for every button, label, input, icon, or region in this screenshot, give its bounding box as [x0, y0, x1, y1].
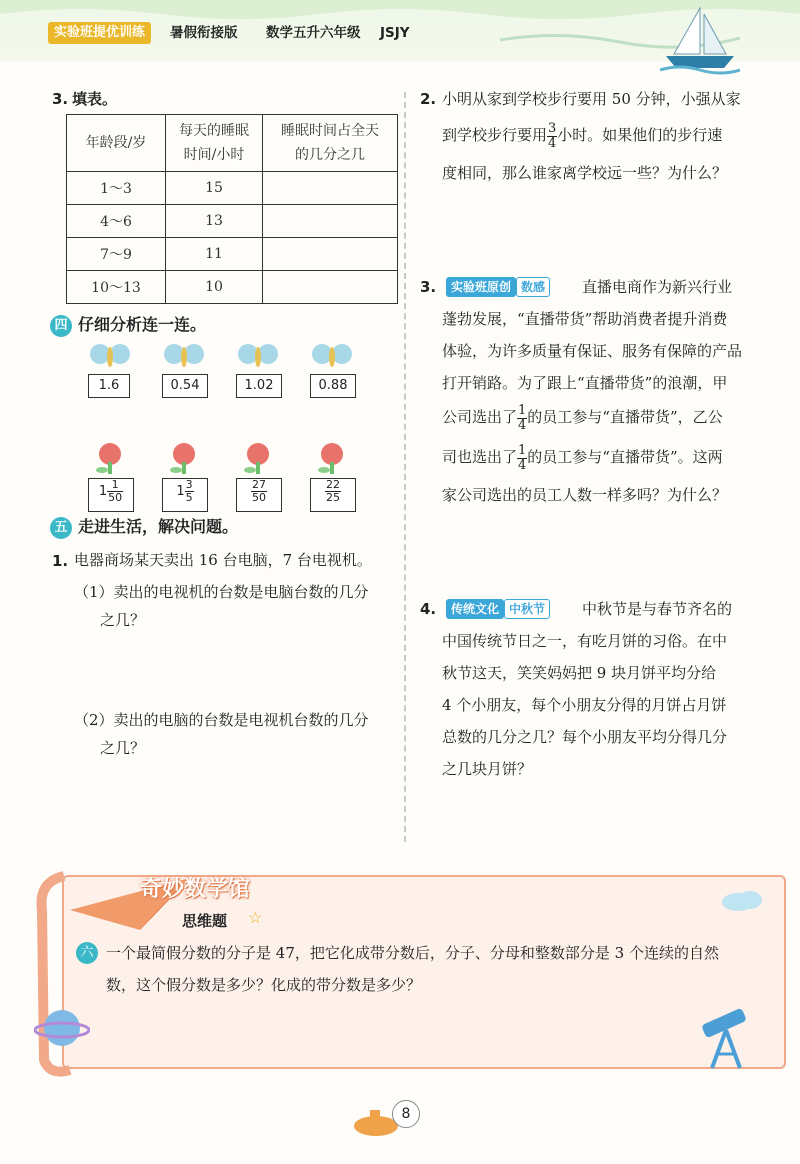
header-age: 年龄段/岁 [67, 115, 166, 172]
butterfly-item[interactable] [310, 342, 356, 398]
book-code: JSJY [380, 25, 410, 41]
r-q4-line1: 中秋节是与春节齐名的 [582, 600, 733, 618]
r-q4-line2: 中国传统节日之一，有吃月饼的习俗。在中 [442, 632, 728, 650]
s5-q1-sub1-line1: （1）卖出的电视机的台数是电脑台数的几分 [74, 583, 369, 601]
s5-q1-sub2-line1: （2）卖出的电脑的台数是电视机台数的几分 [74, 711, 369, 729]
s5-q1-number: 1. [52, 552, 69, 570]
sleep-table [66, 114, 398, 304]
flower-icon [88, 442, 132, 474]
flower-item[interactable] [310, 442, 356, 512]
r-q4-tags [446, 598, 550, 619]
s5-q1-sub2-line2: 之几？ [100, 739, 146, 757]
r-q2-number: 2. [420, 90, 437, 108]
cell-hours: 13 [166, 205, 263, 238]
r-q2-line3: 度相同，那么谁家离学校远一些？为什么？ [442, 164, 728, 182]
banner-subtitle: 思维题 [182, 912, 228, 930]
sailboat-icon [660, 4, 740, 76]
cell-hours: 10 [166, 271, 263, 304]
q3-left-title: 填表。 [72, 90, 118, 108]
flower-icon [310, 442, 354, 474]
section5-badge: 五 [50, 517, 72, 539]
q6-line2: 数，这个假分数是多少？化成的带分数是多少？ [106, 976, 422, 994]
butterfly-item[interactable] [236, 342, 282, 398]
q6-line1: 一个最简假分数的分子是 47，把它化成带分数后，分子、分母和整数部分是 3 个连续的自然 [106, 944, 719, 962]
butterfly-value: 1.6 [88, 374, 130, 398]
header-hours: 每天的睡眠 时间/小时 [166, 115, 263, 172]
cell-answer[interactable] [263, 238, 398, 271]
r-q2-line1: 小明从家到学校步行要用 50 分钟，小强从家 [442, 90, 741, 108]
butterfly-item[interactable] [88, 342, 132, 398]
tag-number-sense: 数感 [516, 277, 550, 297]
section5-heading: 五 走进生活，解决问题。 [50, 514, 238, 539]
butterfly-value: 1.02 [236, 374, 282, 398]
page-number: 8 [392, 1100, 420, 1128]
cell-hours: 11 [166, 238, 263, 271]
flower-icon [162, 442, 206, 474]
section4-badge: 四 [50, 315, 72, 337]
table-header-row [67, 115, 398, 172]
flower-icon [236, 442, 280, 474]
flower-value: 1 $\frac{1}{50}$ [88, 478, 134, 512]
r-q3-line1: 直播电商作为新兴行业 [582, 278, 733, 296]
edition-label: 暑假衔接版 [170, 25, 238, 41]
q6-badge: 六 [76, 942, 104, 964]
tag-original: 实验班原创 [446, 277, 516, 297]
r-q4-line3: 秋节这天，笑笑妈妈把 9 块月饼平均分给 [442, 664, 717, 682]
r-q4-line6: 之几块月饼？ [442, 760, 533, 778]
r-q3-line5: 公司选出了 $\frac{1}{4}$ 的员工参与“直播带货”，乙公 [442, 402, 723, 433]
subject-label: 数学五升六年级 [266, 25, 361, 41]
r-q3-line7: 家公司选出的员工人数一样多吗？为什么？ [442, 486, 728, 504]
table-row [67, 205, 398, 238]
flower-item[interactable] [236, 442, 282, 512]
banner-title: 奇妙数学馆 [140, 877, 251, 902]
cell-answer[interactable] [263, 205, 398, 238]
r-q3-line3: 体验，为许多质量有保证、服务有保障的产品 [442, 342, 743, 360]
r-q4-line4: 4 个小朋友，每个小朋友分得的月饼占月饼 [442, 696, 727, 714]
butterfly-item[interactable] [162, 342, 208, 398]
butterfly-icon [162, 342, 206, 370]
cell-answer[interactable] [263, 271, 398, 304]
flower-item[interactable] [162, 442, 208, 512]
flower-value: $\frac{27}{50}$ [236, 478, 282, 512]
tag-culture: 传统文化 [446, 599, 504, 619]
flower-value: $\frac{22}{25}$ [310, 478, 356, 512]
table-row [67, 172, 398, 205]
r-q4-line5: 总数的几分之几？每个小朋友平均分得几分 [442, 728, 728, 746]
r-q2-line2: 到学校步行要用 $\frac{3}{4}$ 小时。如果他们的步行速 [442, 120, 723, 151]
series-tag: 实验班提优训练 [48, 22, 151, 44]
butterfly-value: 0.88 [310, 374, 356, 398]
cell-age: 1～3 [67, 172, 166, 205]
tag-mid-autumn: 中秋节 [504, 599, 550, 619]
r-q3-line4: 打开销路。为了跟上“直播带货”的浪潮，甲 [442, 374, 728, 392]
r-q3-line6: 司也选出了 $\frac{1}{4}$ 的员工参与“直播带货”。这两 [442, 442, 723, 473]
r-q3-line2: 蓬勃发展，“直播带货”帮助消费者提升消费 [442, 310, 728, 328]
section4-heading: 四 仔细分析连一连。 [50, 312, 206, 337]
planet-icon [34, 1000, 90, 1056]
star-icon: ☆ [248, 908, 263, 927]
butterfly-icon [310, 342, 354, 370]
r-q4-number: 4. [420, 600, 437, 618]
table-row [67, 238, 398, 271]
s5-q1-text: 电器商场某天卖出 16 台电脑，7 台电视机。 [74, 551, 372, 569]
header-fraction: 睡眠时间占全天 的几分之几 [263, 115, 398, 172]
column-divider [404, 92, 406, 842]
telescope-icon [692, 1000, 762, 1070]
cell-age: 7～9 [67, 238, 166, 271]
butterfly-value: 0.54 [162, 374, 208, 398]
s5-q1-sub1-line2: 之几？ [100, 611, 146, 629]
cell-age: 4～6 [67, 205, 166, 238]
flower-item[interactable] [88, 442, 134, 512]
table-row [67, 271, 398, 304]
butterfly-icon [236, 342, 280, 370]
cell-age: 10～13 [67, 271, 166, 304]
cell-answer[interactable] [263, 172, 398, 205]
flower-value: 1 $\frac{3}{5}$ [162, 478, 208, 512]
r-q3-number: 3. [420, 278, 437, 296]
butterfly-icon [88, 342, 132, 370]
cell-hours: 15 [166, 172, 263, 205]
q3-left-number: 3. [52, 90, 69, 108]
r-q3-tags [446, 276, 550, 297]
cloud-icon [718, 888, 768, 912]
